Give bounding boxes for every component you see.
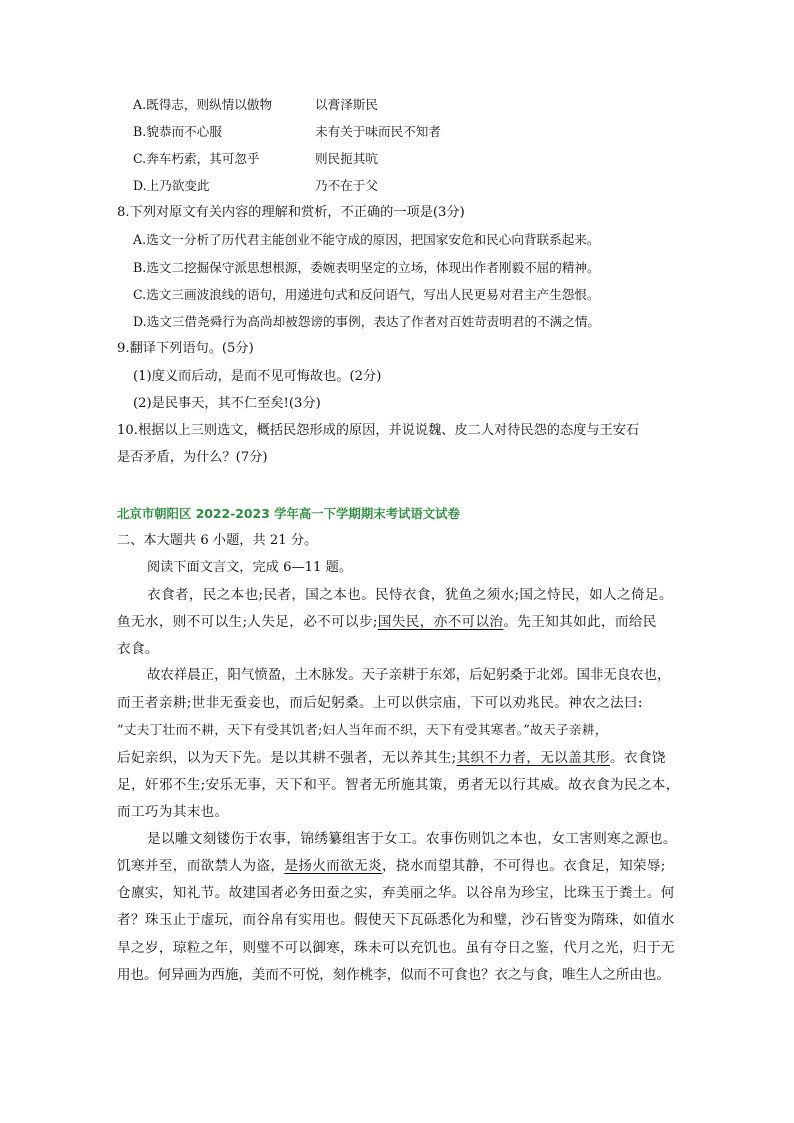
underlined-sentence-3: 是扬火而欲无炎 [284,858,382,874]
q7-option-a-right: 以膏泽斯民 [315,97,378,112]
q9-item-1: (1)度义而后动，是而不见可悔故也。(2分) [133,369,382,384]
q8-option-a: A.选文一分析了历代君主能创业不能守成的原因，把国家安危和民心向背联系起来。 [133,232,600,247]
passage-p3-line-1: 是以雕文刻镂伤于农事，锦绣纂组害于女工。农事伤则饥之本也，女工害则寒之源也。 [147,831,677,847]
passage-p2-line-4-a: 后妃亲织，以为天下先。是以其耕不强者，无以养其生; [117,750,457,766]
passage-p2-line-3: “丈夫丁壮而不耕，天下有受其饥者;妇人当年而不织，天下有受其寒者。”故天子亲耕， [117,722,608,737]
q8-option-b: B.选文二挖掘保守派思想根源，委婉表明坚定的立场，体现出作者刚毅不屈的精神。 [133,260,600,275]
section-instruction: 阅读下面文言文，完成 6—11 题。 [147,560,352,575]
q7-option-a [133,96,378,114]
exam-title: 北京市朝阳区 2022-2023 学年高一下学期期末考试语文试卷 [117,506,460,521]
passage-p3-line-6: 用也。何异画为西施，美而不可悦，刻作桃李，似而不可食也？衣之与食，唯生人之所由也。 [117,967,670,983]
passage-p1-line-3: 衣食。 [117,641,159,657]
passage-p2-line-2: 而王者亲耕;世非无蚕妾也，而后妃躬桑。上可以供宗庙，下可以劝兆民。神农之法曰: [117,695,643,711]
passage-p3-line-4: 者？珠玉止于虚玩，而谷帛有实用也。假使天下瓦砾悉化为和璧，沙石皆变为隋珠，如值水 [117,912,675,928]
passage-p3-line-2-a: 饥寒并至，而欲禁人为盗， [117,858,285,874]
passage-p2-line-4 [117,749,666,767]
q8-stem: 8.下列对原文有关内容的理解和赏析，不正确的一项是(3分) [117,205,465,220]
q7-option-d-left: D.上乃欲变此 [133,178,210,193]
q7-option-d [133,177,378,195]
passage-p1-line-2-a: 鱼无水，则不可以生;人失足，必不可以步; [117,614,378,630]
passage-p2-line-5: 足，奸邪不生;安乐无事，天下和平。智者无所施其策，勇者无以行其威。故衣食为民之本， [117,777,680,793]
passage-p2-line-4-b: 。衣食饶 [609,750,666,766]
q7-option-c [133,150,378,168]
q10-line-1: 10.根据以上三则选文，概括民怨形成的原因，并说说魏、皮二人对待民怨的态度与王安石 [117,423,640,438]
q7-option-d-right: 乃不在于父 [315,178,378,193]
passage-p2-line-6: 而工巧为其末也。 [117,804,229,820]
q8-option-c: C.选文三画波浪线的语句，用递进句式和反问语气，写出人民更易对君主产生怨恨。 [133,287,600,302]
q7-option-b-left: B.貌恭而不心服 [133,124,222,139]
q7-option-b-right: 未有关于味而民不知者 [315,124,441,139]
passage-p2-line-1: 故农祥晨正，阳气愤盈，土木脉发。天子亲耕于东郊，后妃躬桑于北郊。国非无良农也， [147,668,671,683]
section-heading: 二、本大题共 6 小题，共 21 分。 [117,533,318,548]
underlined-sentence-2: 其织不力者，无以盖其形 [456,750,610,766]
q7-option-a-left: A.既得志，则纵情以傲物 [133,97,273,112]
passage-p1-line-2 [117,613,657,631]
passage-p3-line-5: 旱之岁，琼粒之年，则璧不可以御寒，珠未可以充饥也。虽有夺日之鉴，代月之光，归于无 [117,940,675,956]
q7-option-c-left: C.奔车朽索，其可忽乎 [133,151,260,166]
q7-option-c-right: 则民扼其吭 [315,151,378,166]
passage-p3-line-2-b: ，挠水而望其静，不可得也。衣食足，知荣辱; [381,858,666,874]
q9-item-2: (2)是民事天，其不仁至矣!(3分) [133,396,321,411]
passage-p3-line-3: 仓廪实，知礼节。故建国者必务田蚕之实，弃美丽之华。以谷帛为珍宝，比珠玉于粪土。何 [117,885,675,901]
q9-stem: 9.翻译下列语句。(5分) [117,341,254,356]
underlined-sentence-1: 国失民，亦不可以治 [377,614,504,630]
q10-line-2: 是否矛盾，为什么？(7分) [117,450,268,465]
passage-p1-line-2-b: 。先王知其如此，而给民 [503,614,657,630]
q8-option-d: D.选文三借尧舜行为高尚却被怨谤的事例，表达了作者对百姓苛责明君的不满之情。 [133,314,601,329]
passage-p3-line-2 [117,857,666,875]
passage-p1-line-1: 衣食者，民之本也;民者，国之本也。民恃衣食，犹鱼之须水;国之恃民，如人之倚足。 [147,587,673,603]
q7-option-b [133,123,441,141]
